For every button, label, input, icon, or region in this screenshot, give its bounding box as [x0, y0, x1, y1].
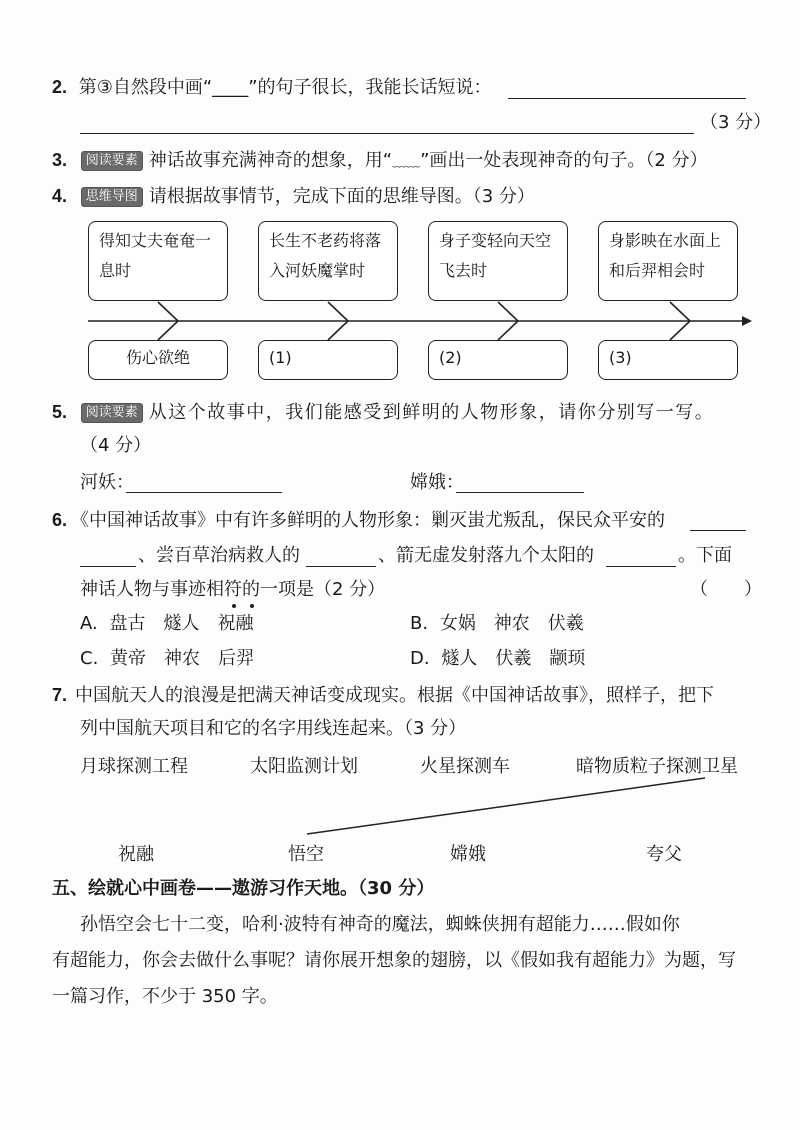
- q6-blank-3[interactable]: [606, 566, 676, 567]
- option-b-label: B.: [410, 613, 429, 634]
- box1-line1: 得知丈夫奄奄一: [99, 231, 212, 250]
- q6-blank-1b[interactable]: [80, 566, 136, 567]
- q7-number: 7.: [52, 685, 68, 705]
- mindmap-top-box-3: [428, 221, 568, 301]
- example-match-line: [307, 778, 705, 834]
- project-moon[interactable]: 月球探测工程: [80, 756, 188, 777]
- mindmap-top-box-2: [258, 221, 398, 301]
- mindmap-bottom-box-1: [88, 340, 228, 380]
- box3-line1: 身子变轻向天空: [439, 231, 552, 250]
- q6-blank-1a[interactable]: [690, 530, 746, 531]
- project-mars[interactable]: 火星探测车: [420, 756, 510, 777]
- emphasis-dot-2: [250, 604, 254, 608]
- bottom-box1-text: 伤心欲绝: [125, 348, 190, 367]
- section-5-title: 五、绘就心中画卷——遨游习作天地。（30 分）: [52, 878, 435, 899]
- option-b-text: 女娲 神农 伏羲: [439, 613, 584, 634]
- q2-number: 2.: [52, 77, 68, 97]
- option-d-label: D.: [410, 648, 430, 669]
- name-change[interactable]: 嫦娥: [450, 844, 486, 865]
- name-wukong[interactable]: 悟空: [288, 844, 324, 865]
- q4-tag: 思维导图: [81, 187, 143, 207]
- box1-line2: 息时: [99, 261, 132, 280]
- box4-line1: 身影映在水面上: [609, 231, 722, 250]
- q3-number: 3.: [52, 150, 68, 170]
- q6-option-b[interactable]: [410, 611, 584, 637]
- q5-label-heyao: 河妖：: [80, 472, 134, 493]
- q4-text: 请根据故事情节，完成下面的思维导图。（3 分）: [148, 186, 535, 207]
- option-c-text: 黄帝 神农 后羿: [110, 648, 255, 669]
- q3-text-b: ”画出一处表现神奇的句子。（2 分）: [420, 150, 708, 171]
- q6-line2a: 、尝百草治病救人的: [138, 545, 300, 566]
- bottom-box4-text: (3): [609, 348, 632, 367]
- name-kuafu[interactable]: 夸父: [646, 844, 682, 865]
- bottom-box2-text: (1): [269, 348, 292, 367]
- q6-line3: 神话人物与事迹相符的一项是（2 分）: [80, 579, 386, 600]
- q5-score: （4 分）: [80, 435, 152, 456]
- q6-option-d[interactable]: [410, 646, 585, 672]
- timeline-arrowhead: [742, 316, 752, 326]
- section-5-para-line3: 一篇习作，不少于 350 字。: [52, 986, 278, 1007]
- box2-line1: 长生不老药将落: [269, 231, 382, 250]
- project-dark-matter[interactable]: 暗物质粒子探测卫星: [576, 756, 738, 777]
- project-sun[interactable]: 太阳监测计划: [250, 756, 358, 777]
- box3-line2: 飞去时: [439, 261, 488, 280]
- q3-text-a: 神话故事充满神奇的想象，用“: [148, 150, 393, 171]
- q4-number: 4.: [52, 186, 68, 206]
- q6-option-a[interactable]: [80, 611, 253, 637]
- box4-line2: 和后羿相会时: [609, 261, 706, 280]
- q6-option-c[interactable]: [80, 646, 254, 672]
- q5-text: 从这个故事中，我们能感受到鲜明的人物形象，请你分别写一写。: [148, 402, 715, 423]
- q5-answer-change[interactable]: [456, 492, 584, 493]
- mindmap-bottom-box-4[interactable]: [598, 340, 738, 380]
- mindmap-bottom-box-3[interactable]: [428, 340, 568, 380]
- section-5-para-line2: 有超能力，你会去做什么事呢？请你展开想象的翅膀，以《假如我有超能力》为题，写: [52, 950, 736, 971]
- name-zhurong[interactable]: 祝融: [118, 844, 154, 865]
- q5-tag: 阅读要素: [81, 403, 143, 423]
- q5-label-change: 嫦娥：: [410, 472, 464, 493]
- mindmap-bottom-box-2[interactable]: [258, 340, 398, 380]
- q6: [52, 507, 665, 534]
- q3-tag: 阅读要素: [81, 151, 143, 171]
- option-a-text: 盘古 燧人 祝融: [109, 613, 254, 634]
- mindmap-top-box-4: [598, 221, 738, 301]
- q5-number: 5.: [52, 402, 68, 422]
- q6-blank-2[interactable]: [306, 566, 376, 567]
- q6-line2b: 、箭无虚发射落九个太阳的: [378, 545, 594, 566]
- bottom-box3-text: (2): [439, 348, 462, 367]
- q2-score: （3 分）: [700, 112, 772, 133]
- q6-number: 6.: [52, 510, 68, 530]
- q7-line2: 列中国航天项目和它的名字用线连起来。（3 分）: [80, 718, 467, 739]
- box2-line2: 入河妖魔掌时: [269, 261, 366, 280]
- q2-text: 第③自然段中画“____”的句子很长，我能长话短说：: [78, 77, 492, 98]
- option-c-label: C.: [80, 648, 99, 669]
- q3-wavy-mark: ﹏﹏: [392, 154, 421, 170]
- q6-answer-paren[interactable]: （ ）: [690, 579, 762, 600]
- option-a-label: A.: [80, 613, 98, 634]
- q5-answer-heyao[interactable]: [126, 492, 282, 493]
- emphasis-dot-1: [232, 604, 236, 608]
- section-5-para-line1: 孙悟空会七十二变，哈利·波特有神奇的魔法，蜘蛛侠拥有超能力……假如你: [80, 914, 680, 935]
- q6-line1: 《中国神话故事》中有许多鲜明的人物形象：剿灭蚩尤叛乱，保民众平安的: [71, 510, 666, 531]
- q6-line2c: 。下面: [678, 545, 732, 566]
- mindmap-top-box-1: [88, 221, 228, 301]
- q5: [52, 399, 714, 426]
- q7: [52, 682, 714, 709]
- q7-line1: 中国航天人的浪漫是把满天神话变成现实。根据《中国神话故事》，照样子，把下: [75, 685, 715, 706]
- option-d-text: 燧人 伏羲 颛顼: [441, 648, 586, 669]
